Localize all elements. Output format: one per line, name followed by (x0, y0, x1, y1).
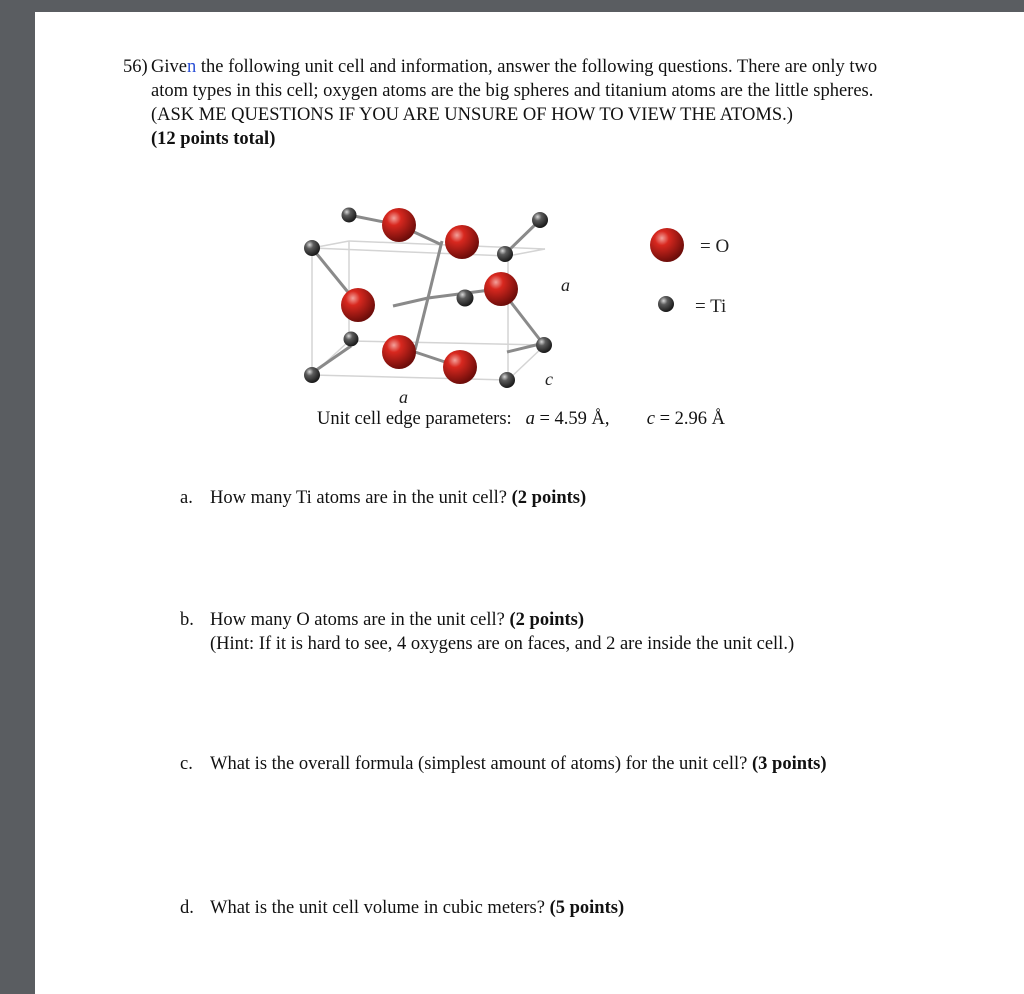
unit-cell-diagram (295, 187, 735, 417)
ti-atom (342, 208, 357, 223)
text-cursor-char: n (186, 57, 197, 77)
item-points: (3 points) (752, 754, 827, 774)
item-text: How many Ti atoms are in the unit cell? (210, 488, 512, 508)
unit-cell-parameters (317, 409, 725, 430)
item-text: What is the unit cell volume in cubic meters? (210, 898, 550, 918)
ti-atom (499, 372, 515, 388)
param-a-symbol: a (525, 409, 535, 429)
question-text (151, 55, 903, 151)
question-item-b (180, 608, 794, 656)
total-points: (12 points total) (151, 129, 276, 149)
question-prefix: Give (151, 57, 187, 77)
edge-label-a-right: a (561, 275, 570, 295)
legend-titanium-sphere (658, 296, 674, 312)
item-letter: b. (180, 610, 194, 630)
ti-atom (536, 337, 552, 353)
ti-atom (457, 290, 474, 307)
item-letter: c. (180, 754, 193, 774)
o-atom (445, 225, 479, 259)
question-item-a (180, 486, 586, 510)
item-points: (2 points) (511, 488, 587, 508)
param-c-symbol: c (646, 409, 655, 429)
o-atom (382, 335, 416, 369)
question-intro: the following unit cell and information, answer the following questions. There are only two atom types in this cell; oxygen atoms are the big spheres and titanium atoms are the little spheres. (ASK ME QUESTIONS IF YOU ARE UNSURE OF HOW TO VIEW THE ATOMS.) (151, 57, 878, 125)
edge-label-a-bottom: a (399, 387, 408, 407)
param-a-value: = 4.59 Å, (534, 409, 610, 429)
o-atom (382, 208, 416, 242)
item-hint: (Hint: If it is hard to see, 4 oxygens are on faces, and 2 are inside the unit cell.) (210, 634, 795, 654)
item-letter: a. (180, 488, 193, 508)
ti-atom (304, 240, 320, 256)
params-label: Unit cell edge parameters: (317, 409, 512, 429)
o-atom (341, 288, 375, 322)
item-text: What is the overall formula (simplest amount of atoms) for the unit cell? (210, 754, 753, 774)
question-item-c (180, 752, 827, 776)
question-header (123, 55, 903, 151)
question-item-d (180, 896, 624, 920)
o-atom (443, 350, 477, 384)
o-atom (484, 272, 518, 306)
unit-cell-figure (295, 187, 735, 417)
item-letter: d. (180, 898, 194, 918)
ti-atom (532, 212, 548, 228)
item-text: How many O atoms are in the unit cell? (210, 610, 510, 630)
ti-atom (497, 246, 513, 262)
param-c-value: = 2.96 Å (654, 409, 725, 429)
ti-atom (304, 367, 320, 383)
document-page (35, 12, 1024, 994)
item-points: (5 points) (549, 898, 625, 918)
ti-atom (344, 332, 359, 347)
legend-titanium-label: = Ti (695, 296, 727, 317)
item-points: (2 points) (509, 610, 585, 630)
edge-label-c: c (545, 369, 553, 389)
legend-oxygen-label: = O (700, 236, 730, 257)
legend-oxygen-sphere (650, 228, 684, 262)
question-number: 56) (123, 57, 148, 77)
